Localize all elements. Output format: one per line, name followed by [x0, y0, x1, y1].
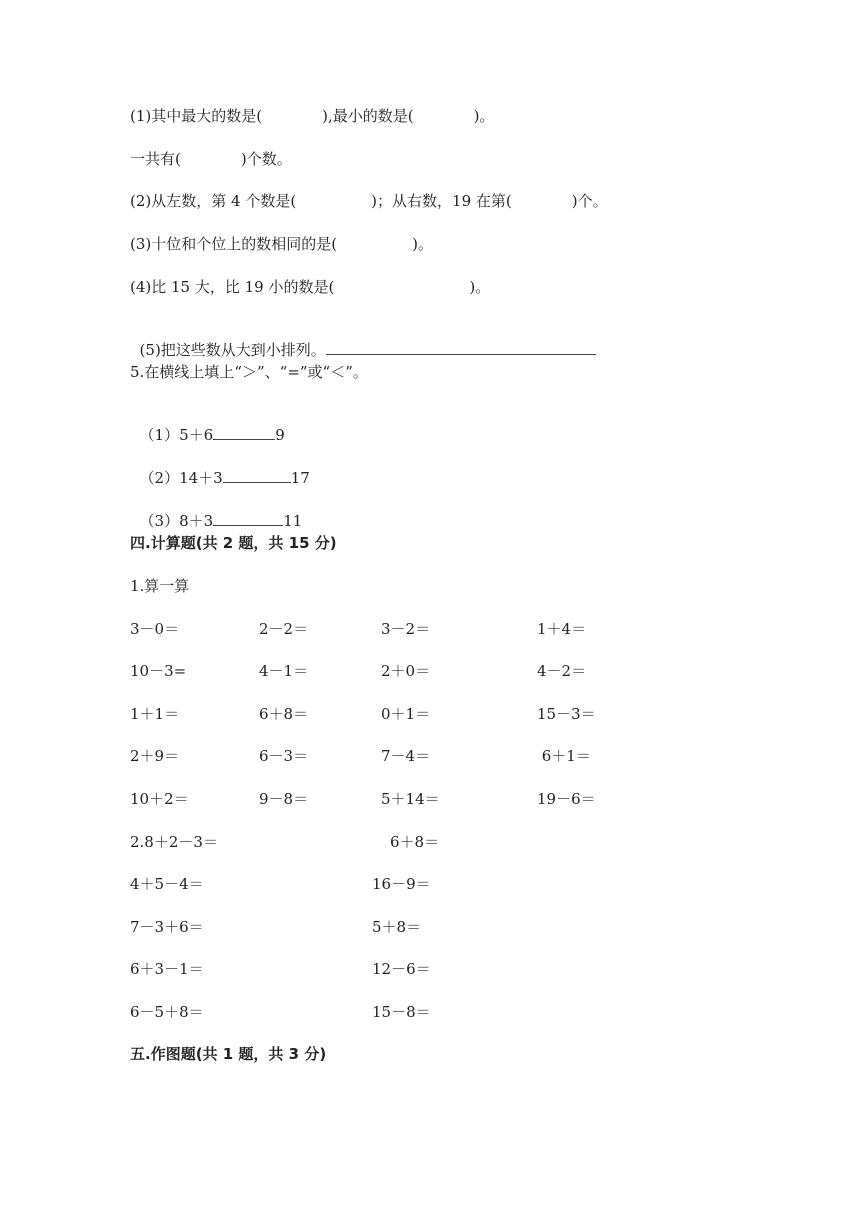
q4-part5-text: (5)把这些数从大到小排列。 [139, 341, 326, 359]
q5-item-right: 9 [275, 426, 285, 444]
calc-cell: 3－2＝ [381, 620, 431, 638]
calc-cell: 5＋8＝ [372, 918, 422, 936]
q5-blank[interactable] [213, 511, 283, 526]
section4-title: 四.计算题(共 2 题，共 15 分) [130, 534, 337, 552]
q4-part5-answer-line[interactable] [326, 340, 596, 355]
calc-cell: 6－5＋8＝ [130, 1003, 204, 1021]
calc-cell: 7－3＋6＝ [130, 918, 204, 936]
calc-cell: 10－3= [130, 662, 187, 680]
q4-part1-max-min: (1)其中最大的数是( ),最小的数是( )。 [130, 107, 495, 125]
calc-cell: 6＋3－1＝ [130, 960, 204, 978]
q5-item-right: 17 [290, 469, 310, 487]
section5-title: 五.作图题(共 1 题，共 3 分) [130, 1045, 327, 1063]
calc-cell: 6＋8＝ [390, 833, 440, 851]
calc-cell: 4－2＝ [537, 662, 587, 680]
q5-item-left: （3）8＋3 [139, 512, 214, 530]
section4-sub1-title: 1.算一算 [130, 577, 190, 595]
calc-cell: 2－2＝ [259, 620, 309, 638]
q4-part4: (4)比 15 大，比 19 小的数是( )。 [130, 278, 491, 296]
calc-cell: 2.8＋2－3＝ [130, 833, 218, 851]
calc-cell: 2＋9＝ [130, 747, 180, 765]
calc-cell: 9－8＝ [259, 790, 309, 808]
q5-item-3 [130, 491, 302, 531]
calc-cell: 3－0＝ [130, 620, 180, 638]
q5-item-left: （2）14＋3 [139, 469, 223, 487]
calc-cell: 6－3＝ [259, 747, 309, 765]
q4-part1-count: 一共有( )个数。 [130, 150, 292, 168]
q5-blank[interactable] [223, 468, 291, 483]
q5-title: 5.在横线上填上“＞”、“=”或“＜”。 [130, 363, 368, 381]
calc-cell: 0＋1＝ [381, 705, 431, 723]
q5-blank[interactable] [213, 425, 275, 440]
calc-cell: 1＋1＝ [130, 705, 180, 723]
calc-cell: 12－6＝ [372, 960, 431, 978]
q4-part5 [130, 320, 596, 360]
q4-part2: (2)从左数，第 4 个数是( )；从右数，19 在第( )个。 [130, 192, 608, 210]
calc-cell: 19－6＝ [537, 790, 596, 808]
calc-cell: 5＋14＝ [381, 790, 440, 808]
calc-cell: 10＋2＝ [130, 790, 189, 808]
calc-cell: 2＋0＝ [381, 662, 431, 680]
calc-cell: 16－9＝ [372, 875, 431, 893]
q4-part3: (3)十位和个位上的数相同的是( )。 [130, 235, 433, 253]
calc-cell: 15－3＝ [537, 705, 596, 723]
q5-item-right: 11 [283, 512, 303, 530]
calc-cell: 1＋4＝ [537, 620, 587, 638]
calc-cell: 15－8＝ [372, 1003, 431, 1021]
calc-cell: 4＋5－4＝ [130, 875, 204, 893]
q5-item-left: （1）5＋6 [139, 426, 214, 444]
calc-cell: 6＋1＝ [537, 747, 591, 765]
calc-cell: 7－4＝ [381, 747, 431, 765]
q5-item-1 [130, 405, 285, 445]
calc-cell: 4－1＝ [259, 662, 309, 680]
calc-cell: 6＋8＝ [259, 705, 309, 723]
q5-item-2 [130, 448, 310, 488]
